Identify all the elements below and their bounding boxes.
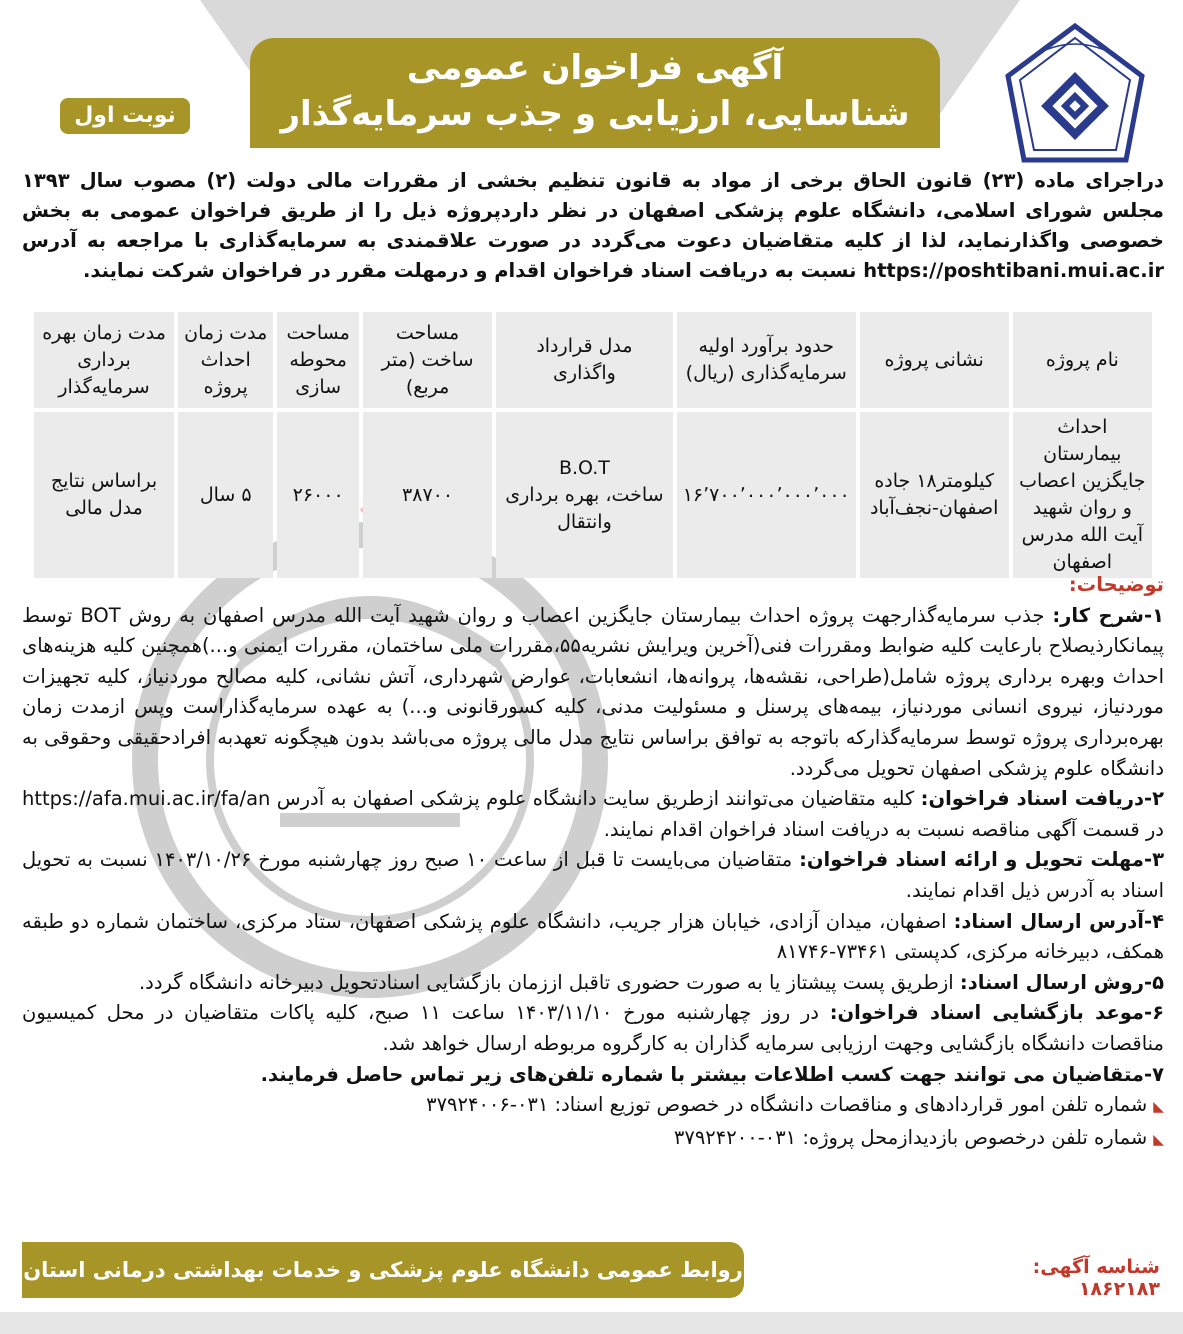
bottom-strip: [0, 1312, 1183, 1334]
note-5: [22, 968, 1164, 999]
col-header-estimate: حدود برآورد اولیه سرمایه‌گذاری (ریال): [677, 312, 856, 408]
contract-code: B.O.T: [558, 456, 610, 479]
note-1-text: جذب سرمایه‌گذارجهت پروژه احداث بیمارستان جایگزین اعصاب و روان شهید آیت الله مدرس اصفهان به روش BOT توسط پیمانکارذیصلاح بارعایت کلیه ضوابط ومقررات فنی(آخرین ویرایش نشریه۵۵،مقررات ملی ساختمان، مقررات ایمنی و...)همچنین کلیه هزینه‌های احداث وبهره برداری پروژه شامل(طراحی، نقشه‌ها، پروانه‌ها، انشعابات، عوارض شهرداری، آتش نشانی، کلیه مصالح موردنیاز، کلیه تجهیزات موردنیاز، نیروی انسانی موردنیاز، بیمه‌های پرسنل و مسئولیت مدنی، کلیه کسورقانونی و...) به عهده سرمایه‌گذاراست وپس ازمدت زمان بهره‌برداری پروژه توسط سرمایه‌گذارکه باتوجه به توافق براساس نتایج مدل مالی پروژه می‌باشد بدون هیچگونه تعهدبه افرادحقیقی وحقوقی به دانشگاه علوم پزشکی اصفهان تحویل می‌گردد.: [22, 603, 1164, 780]
ad-id-value: ۱۸۶۲۱۸۳: [1078, 1278, 1160, 1300]
cell-build-area: ۳۸۷۰۰: [363, 412, 492, 578]
table-row: [34, 412, 1152, 578]
contract-desc: ساخت، بهره برداری وانتقال: [505, 483, 664, 533]
phone-2-text: شماره تلفن درخصوص بازدیدازمحل پروژه: ۰۳۱-۳۷۹۲۴۲۰۰: [673, 1125, 1148, 1149]
cell-landscape-area: ۲۶۰۰۰: [277, 412, 359, 578]
col-header-operation-time: مدت زمان بهره برداری سرمایه‌گذار: [34, 312, 174, 408]
cell-operation-time: براساس نتایج مدل مالی: [34, 412, 174, 578]
notes-section: [22, 570, 1164, 1155]
note-7: [22, 1060, 1164, 1091]
note-6-label: ۶-موعد بازگشایی اسناد فراخوان:: [829, 1001, 1164, 1025]
page-subtitle: شناسایی، ارزیابی و جذب سرمایه‌گذار: [280, 94, 910, 134]
university-logo-icon: [1000, 18, 1150, 168]
note-2-label: ۲-دریافت اسناد فراخوان:: [920, 787, 1165, 811]
note-2: [22, 784, 1164, 845]
note-2-url-link[interactable]: https://afa.mui.ac.ir/fa/an: [22, 787, 271, 811]
note-2-text-a: کلیه متقاضیان می‌توانند ازطریق سایت دانشگاه علوم پزشکی اصفهان به آدرس: [276, 787, 915, 811]
phone-line-1: [22, 1090, 1164, 1123]
phone-line-2: [22, 1123, 1164, 1156]
note-2-text-b: در قسمت آگهی مناقصه نسبت به دریافت اسناد فراخوان اقدام نمایند.: [603, 817, 1164, 841]
col-header-contract-model: مدل قرارداد واگذاری: [496, 312, 673, 408]
note-3: [22, 845, 1164, 906]
note-1-label: ۱-شرح کار:: [1052, 603, 1164, 627]
triangle-bullet-icon: ◣: [1153, 1131, 1164, 1148]
footer-org-bar: روابط عمومی دانشگاه علوم پزشکی و خدمات بهداشتی درمانی استان: [22, 1242, 744, 1298]
note-3-text: متقاضیان می‌بایست تا قبل از ساعت ۱۰ صبح روز چهارشنبه مورخ ۱۴۰۳/۱۰/۲۶ نسبت به تحویل اسناد به آدرس ذیل اقدام نمایند.: [22, 848, 1164, 902]
cell-contract-model: [496, 412, 673, 578]
col-header-landscape-area: مساحت محوطه سازی: [277, 312, 359, 408]
note-5-label: ۵-روش ارسال اسناد:: [959, 970, 1164, 994]
note-7-text: ۷-متقاضیان می توانند جهت کسب اطلاعات بیشتر با شماره تلفن‌های زیر تماس حاصل فرمایند.: [260, 1062, 1164, 1086]
note-1: [22, 601, 1164, 785]
note-6: [22, 998, 1164, 1059]
intro-paragraph: دراجرای ماده (۲۳) قانون الحاق برخی از مواد به قانون تنظیم بخشی از مقررات مالی دولت (۲) مصوب سال ۱۳۹۳ مجلس شورای اسلامی، دانشگاه علوم پزشکی اصفهان در نظر داردپروژه ذیل را از طریق فراخوان عمومی به بخش خصوصی واگذارنماید، لذا از کلیه متقاضیان دعوت می‌گردد در صورت علاقمندی به سرمایه‌گذاری با مراجعه به آدرس https://poshtibani.mui.ac.ir نسبت به دریافت اسناد فراخوان اقدام و درمهلت مقرر در فراخوان شرکت نمایند.: [22, 169, 1165, 282]
phone-1-text: شماره تلفن امور قراردادهای و مناقصات دانشگاه در خصوص توزیع اسناد: ۰۳۱-۳۷۹۲۴۰۰۶: [426, 1093, 1148, 1117]
ad-id-label: شناسه آگهی:: [1032, 1256, 1160, 1278]
round-badge: نوبت اول: [60, 98, 190, 134]
note-4-text: اصفهان، میدان آزادی، خیابان هزار جریب، دانشگاه علوم پزشکی اصفهان، ستاد مرکزی، ساختمان شماره دو طبقه همکف، دبیرخانه مرکزی، کدپستی ۷۳۴۶۱-۸۱۷۴۶: [22, 909, 1164, 964]
note-4-label: ۴-آدرس ارسال اسناد:: [953, 909, 1164, 933]
cell-build-time: ۵ سال: [178, 412, 273, 578]
note-3-label: ۳-مهلت تحویل و ارائه اسناد فراخوان:: [799, 848, 1165, 872]
note-6-text: در روز چهارشنبه مورخ ۱۴۰۳/۱۱/۱۰ ساعت ۱۱ صبح، کلیه پاکات متقاضیان در محل کمیسیون مناقصات دانشگاه بازگشایی وجهت ارزیابی سرمایه گذاران به کارگروه مربوطه ارسال خواهد شد.: [22, 1001, 1164, 1055]
projects-table: [30, 308, 1156, 582]
col-header-address: نشانی پروژه: [860, 312, 1009, 408]
note-4: [22, 907, 1164, 968]
ad-id: [960, 1256, 1160, 1300]
cell-address: کیلومتر۱۸ جاده اصفهان-نجف‌آباد: [860, 412, 1009, 578]
triangle-bullet-icon: ◣: [1153, 1099, 1164, 1116]
note-5-text: ازطریق پست پیشتاز یا به صورت حضوری تاقبل اززمان بازگشایی اسنادتحویل دبیرخانه دانشگاه گردد.: [138, 970, 954, 994]
title-box: [250, 38, 940, 148]
col-header-build-area: مساحت ساخت (متر مربع): [363, 312, 492, 408]
table-header-row: [34, 312, 1152, 408]
col-header-build-time: مدت زمان احداث پروژه: [178, 312, 273, 408]
col-header-project-name: نام پروژه: [1013, 312, 1152, 408]
cell-project-name: احداث بیمارستان جایگزین اعصاب و روان شهید آیت الله مدرس اصفهان: [1013, 412, 1152, 578]
notes-title: توضیحات:: [1068, 573, 1164, 596]
page-title: آگهی فراخوان عمومی: [406, 48, 784, 88]
cell-estimate: ۱۶٬۷۰۰٬۰۰۰٬۰۰۰٬۰۰۰: [677, 412, 856, 578]
